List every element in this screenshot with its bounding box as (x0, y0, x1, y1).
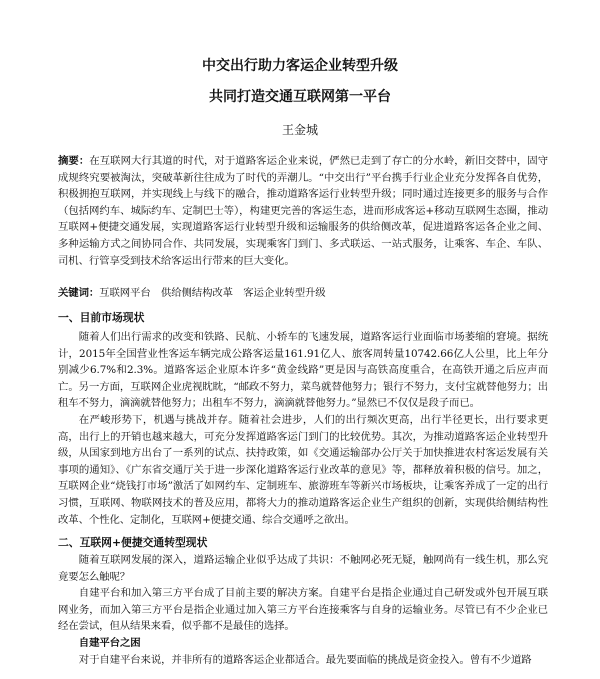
title-line-2: 共同打造交通互联网第一平台 (209, 89, 391, 105)
section-1-body (58, 329, 548, 528)
paragraph: 随着人们出行需求的改变和铁路、民航、小轿车的飞速发展，道路客运行业面临市场萎缩的窘境。据统计，2015年全国营业性客运车辆完成公路客运量161.91亿人、旅客周转量10742.66亿人公里，比上年分别减少6.7%和2.3%。道路客运企业原本许多“黄金线路”更是因与高铁高度重合，在高铁开通之后应声而亡。另一方面，互联网企业虎视眈眈，“邮政不努力，菜鸟就替他努力；银行不努力，支付宝就替他努力；出租车不努力，滴滴就替他努力；出租车不努力，滴滴就替他努力。”显然已不仅仅是段子而已。 (58, 331, 548, 410)
paragraph: 自建平台和加入第三方平台成了目前主要的解决方案。自建平台是指企业通过自己研发或外包开展互联网业务，而加入第三方平台是指企业通过加入第三方平台连接乘客与自身的运输业务。尽管已有不少企业已经在尝试，但从结果来看，似乎都不是最佳的选择。 (58, 587, 548, 633)
keywords (58, 285, 548, 302)
author: 王金城 (281, 123, 318, 137)
abstract-label: 摘要： (58, 155, 90, 167)
paragraph: 随着互联网发展的深入，道路运输企业似乎达成了共识：不触网必死无疑，触网尚有一线生机，那么究竟要怎么触呢？ (58, 554, 548, 583)
paragraph: 在严峻形势下，机遇与挑战并存。随着社会进步，人们的出行频次更高，出行半径更长，出行要求更高，出行上的开销也越来越大，可充分发挥道路客运门到门的比较优势。其次，为推动道路客运企业转型升级，从国家到地方出台了一系列的试点、扶持政策，如《交通运输部办公厅关于加快推进农村客运发展有关事项的通知》、《广东省交通厅关于进一步深化道路客运行业改革的意见》等，都释放着积极的信号。加之，互联网企业“烧钱打市场”激活了如网约车、定制班车、旅游班车等新兴市场板块，让乘客养成了一定的出行习惯，互联网、物联网技术的普及应用，都将大力的推动道路客运企业生产组织的创新，实现供给侧结构性改革、个性化、定制化，互联网+便捷交通、综合交通呼之欲出。 (58, 413, 548, 526)
section-heading-1: 一、目前市场现状 (58, 311, 145, 324)
subheading: 自建平台之困 (78, 636, 141, 649)
abstract-text: 在互联网大行其道的时代，对于道路客运企业来说，俨然已走到了存亡的分水岭，新旧交替中，固守成规终究要被淘汰，突破革新往往成为了时代的弄潮儿。“中交出行”平台携手行业企业充分发挥各自优势，积极拥抱互联网，并实现线上与线下的融合，推动道路客运行业转型升级；同时通过连接更多的服务与合作（包括网约车、城际约车、定制巴士等），构建更完善的客运生态，进而形成客运+移动互联网生态圈，推动互联网+便捷交通发展，实现道路客运行业转型升级和运输服务的供给侧改革，促进道路客运各企业之间、多种运输方式之间协同合作、共同发展，实现乘客门到门、多式联运、一站式服务，让乘客、车企、车队、司机、行管享受到技术给客运出行带来的巨大变化。 (58, 155, 548, 267)
title-line-1: 中交出行助力客运企业转型升级 (202, 58, 398, 74)
abstract (58, 153, 548, 269)
paragraph: 对于自建平台来说，并非所有的道路客运企业都适合。最先要面临的挑战是资金投入。曾有不少道路 (78, 653, 532, 666)
keywords-text: 互联网平台 供给侧结构改革 客运企业转型升级 (99, 287, 326, 299)
section-heading-2: 二、互联网+便捷交通转型现状 (58, 536, 208, 549)
keywords-label: 关键词： (58, 287, 100, 299)
section-2-body (58, 552, 548, 668)
